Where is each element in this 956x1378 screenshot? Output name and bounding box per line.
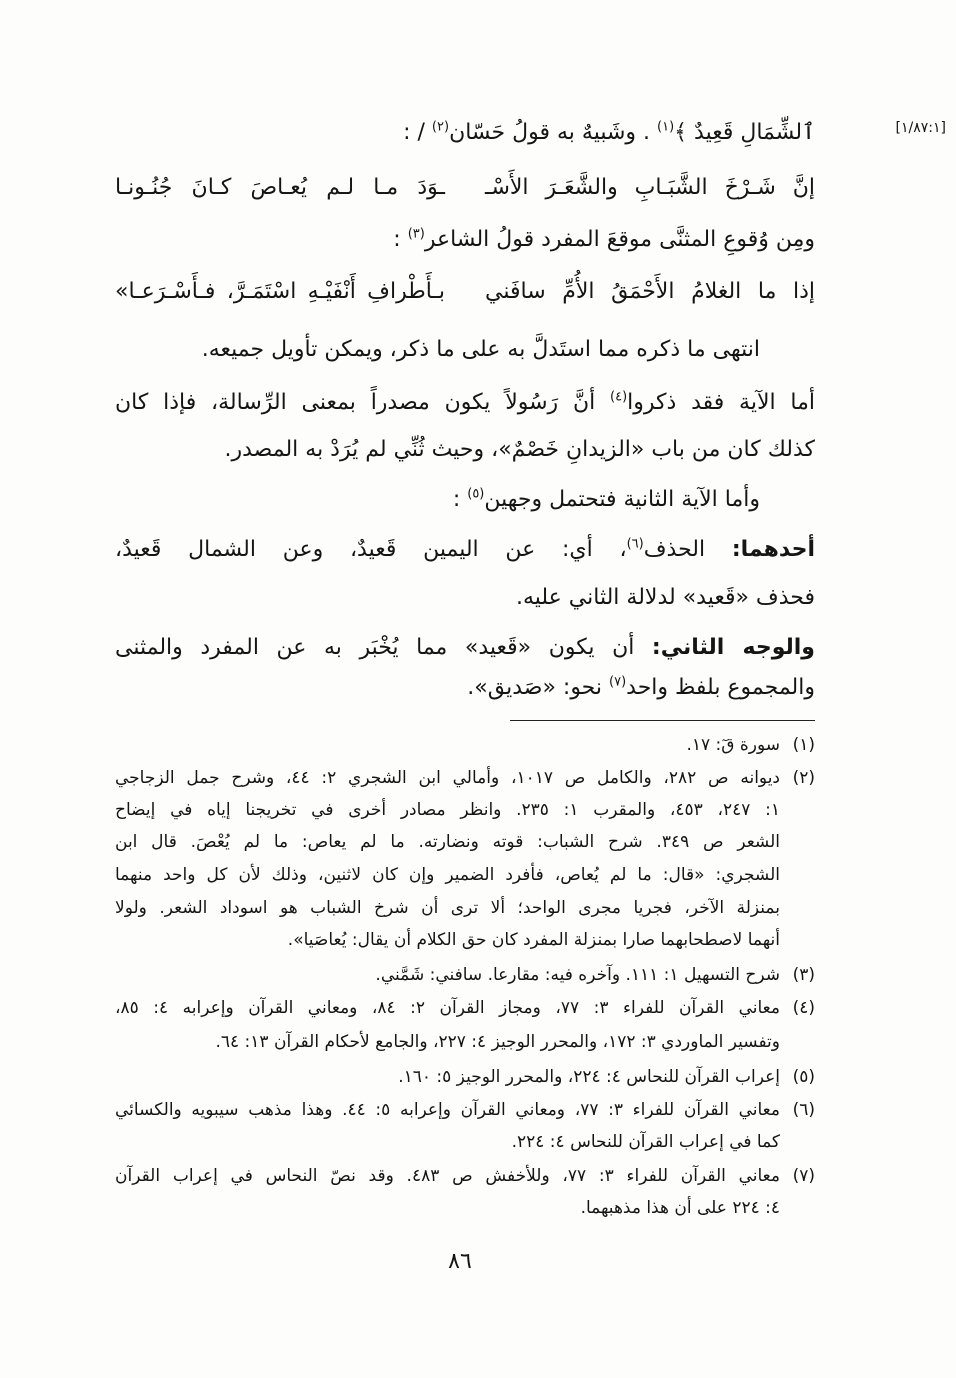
bold-lead-term: والوجه الثاني: xyxy=(651,635,815,660)
verse-2-second-hemistich: بـأَطْرافِ أَنْفَيْـهِ اسْتَمَـرَّ، فـأَسْـرَعـا» xyxy=(115,279,445,304)
footnote-ref-2: (٢) xyxy=(431,119,450,135)
footnote-line: أنهما لاصطحابهما صارا بمنزلة المفرد كان حق الكلام أن يقال: يُعاصَيا». xyxy=(287,930,780,950)
body-text: ومِن وُقوعِ المثنَّى موقعَ المفرد قولُ الشاعر xyxy=(424,227,815,252)
footnote-line: الشجري: «قال: ما لم يُعاص، فأفرد الضمير وإن كان لاثنين، وذلك لأن كل واحد منهما xyxy=(115,865,780,885)
footnote-number: (٣) xyxy=(792,965,815,985)
body-line-10: فحذف «قَعيد» لدلالة الثاني عليه. xyxy=(515,585,815,610)
body-line-12 xyxy=(115,668,815,708)
body-line-9 xyxy=(115,530,815,570)
footnote-number: (٢) xyxy=(792,768,815,788)
body-text: / : xyxy=(403,120,432,145)
verse-2-first-hemistich: إذا ما الغلامُ الأَحْمَقُ الأُمِّ سافَني xyxy=(485,279,815,304)
footnote-line: كما في إعراب القرآن للنحاس ٤: ٢٢٤. xyxy=(511,1132,780,1152)
footnote-number: (١) xyxy=(792,735,815,755)
body-line-7: كذلك كان من باب «الزيدانِ خَصْمٌ»، وحيث ثُنِّي لم يُرَدْ به المصدر. xyxy=(224,437,815,462)
verse-1-second-hemistich: ـوَدَ مـا لـم يُعـاصَ كـانَ جُنُـونـا xyxy=(115,175,445,200)
footnote-line: سورة قٓ: ١٧. xyxy=(686,735,780,755)
body-text: : xyxy=(393,227,408,252)
manuscript-folio-note: [١/٨٧:١] xyxy=(895,120,946,136)
body-line-5: انتهى ما ذكره مما استَدلَّ به على ما ذكر، ويمكن تأويل جميعه. xyxy=(201,337,760,362)
page-number: ٨٦ xyxy=(448,1249,472,1274)
body-text: أنَّ رَسُولاً يكون مصدراً بمعنى الرِّسالة، فإذا كان xyxy=(115,390,610,415)
body-line-8 xyxy=(115,480,760,520)
footnote-line: بمنزلة الآخر، فجريا مجرى الواحد؛ ألا ترى أن شرخ الشباب هو اسوداد الشعر. ولولا xyxy=(115,898,780,918)
footnote-line: معاني القرآن للفراء ٣: ٧٧، ومعاني القرآن وإعرابه ٥: ٤٤. وهذا مذهب سيبويه والكسائي xyxy=(115,1100,780,1120)
quran-quote: ٱلشِّمَالِ قَعِيدٌ ﴾ xyxy=(674,120,815,145)
footnote-line: إعراب القرآن للنحاس ٤: ٢٢٤، والمحرر الوجيز ٥: ١٦٠. xyxy=(398,1067,780,1087)
body-text: ، أي: عن اليمين قَعيدٌ، وعن الشمال قَعيدٌ، xyxy=(115,537,627,562)
verse-1-first-hemistich: إنَّ شَـرْخَ الشَّبَـابِ والشَّعَـرَ الأَسْـ xyxy=(485,175,815,200)
footnote-line: معاني القرآن للفراء ٣: ٧٧، ومجاز القرآن ٢: ٨٤، ومعاني القرآن وإعرابه ٤: ٨٥، xyxy=(115,998,780,1018)
footnote-line: ٤: ٢٢٤ على أن هذا مذهبهما. xyxy=(580,1198,780,1218)
body-line-3 xyxy=(115,220,815,260)
footnote-ref-5: (٥) xyxy=(467,486,485,502)
footnote-number: (٦) xyxy=(792,1100,815,1120)
body-text: أن يكون «قَعيد» مما يُخْبَر به عن المفرد والمثنى xyxy=(115,635,652,660)
footnote-ref-6: (٦) xyxy=(626,536,644,552)
footnote-ref-7: (٧) xyxy=(609,674,627,690)
body-text: . وشَبيهٌ به قولُ حَسّان xyxy=(449,120,658,145)
body-text: نحو: «صَديق». xyxy=(467,675,609,700)
footnote-line: ديوانه ص ٢٨٢، والكامل ص ١٠١٧، وأمالي ابن الشجري ٢: ٤٤، وشرح جمل الزجاجي xyxy=(115,768,781,788)
footnote-ref-4: (٤) xyxy=(610,389,628,405)
footnote-line: الشعر ص ٣٤٩. شرح الشباب: قوته ونضارته. ما لم يعاص: ما لم يُعْصَ. قال ابن xyxy=(115,832,780,852)
bold-lead-term: أحدهما: xyxy=(731,537,815,562)
footnote-ref-1: (١) xyxy=(657,119,675,135)
footnote-ref-3: (٣) xyxy=(407,226,425,242)
body-line-1 xyxy=(115,113,815,153)
footnote-number: (٧) xyxy=(792,1166,815,1186)
footnote-number: (٤) xyxy=(792,998,815,1018)
body-text: أما الآية فقد ذكروا xyxy=(627,390,815,415)
footnote-line: شرح التسهيل ١: ١١١. وآخره فيه: مقارعا. سافني: شَمَّني. xyxy=(375,965,780,985)
body-text: وأما الآية الثانية فتحتمل وجهين xyxy=(484,487,760,512)
footnote-line: وتفسير الماوردي ٣: ١٧٢، والمحرر الوجيز ٤: ٢٢٧، والجامع لأحكام القرآن ١٣: ٦٤. xyxy=(215,1032,780,1052)
body-line-11 xyxy=(115,628,815,668)
body-line-6 xyxy=(115,383,815,423)
body-text: والمجموع بلفظ واحد xyxy=(626,675,815,700)
footnote-line: معاني القرآن للفراء ٣: ٧٧، وللأخفش ص ٤٨٣. وقد نصّ النحاس في إعراب القرآن xyxy=(115,1166,780,1186)
footnote-number: (٥) xyxy=(792,1067,815,1087)
body-text: الحذف xyxy=(643,537,732,562)
footnote-line: ١: ٢٤٧، ٤٥٣، والمقرب ١: ٢٣٥. وانظر مصادر أخرى في تخريجنا إياه في إيضاح xyxy=(115,800,780,820)
footnote-separator xyxy=(510,720,815,721)
body-text: : xyxy=(452,487,468,512)
